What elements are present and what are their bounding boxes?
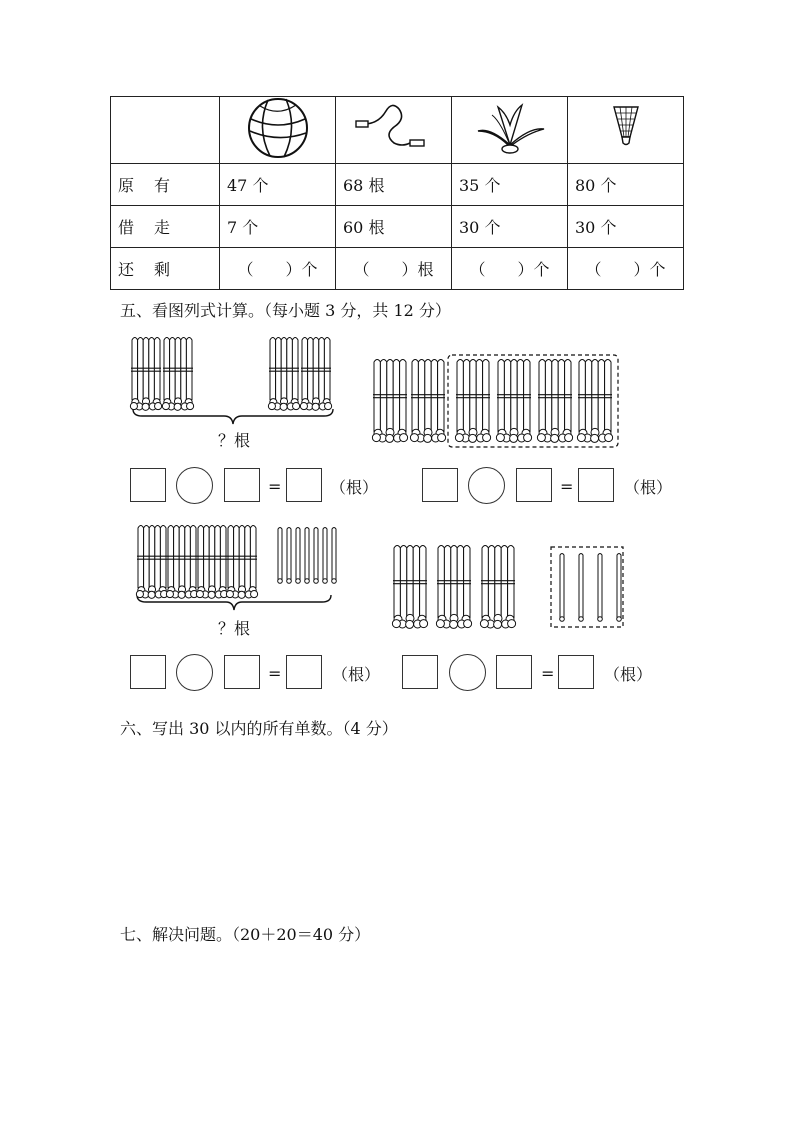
operator-circle[interactable] bbox=[468, 467, 505, 504]
single-stick-icon bbox=[294, 526, 302, 584]
single-stick-icon bbox=[596, 552, 604, 622]
table-icon-cell bbox=[220, 97, 336, 164]
stick-bundle-icon bbox=[455, 356, 491, 442]
answer-box[interactable] bbox=[516, 468, 552, 502]
answer-box[interactable] bbox=[286, 468, 322, 502]
table-cell: 30 个 bbox=[452, 206, 568, 248]
jump-rope-icon bbox=[354, 97, 434, 159]
table-icon-cell bbox=[452, 97, 568, 164]
answer-cell[interactable]: （ ）个 bbox=[452, 248, 568, 290]
table-icon-cell bbox=[568, 97, 684, 164]
answer-box[interactable] bbox=[224, 655, 260, 689]
single-stick-icon bbox=[312, 526, 320, 584]
stick-bundle-icon bbox=[130, 334, 162, 410]
question-label: ？根 bbox=[218, 431, 251, 450]
table-cell: 60 根 bbox=[336, 206, 452, 248]
single-stick-icon bbox=[558, 552, 566, 622]
single-stick-icon bbox=[285, 526, 293, 584]
answer-box[interactable] bbox=[224, 468, 260, 502]
equals-sign: = bbox=[268, 477, 282, 496]
answer-box[interactable] bbox=[496, 655, 532, 689]
answer-box[interactable] bbox=[558, 655, 594, 689]
shuttlecock-feather-icon bbox=[470, 97, 550, 159]
single-stick-icon bbox=[303, 526, 311, 584]
table-cell: 7 个 bbox=[220, 206, 336, 248]
unit-label: （根） bbox=[332, 665, 381, 684]
stick-bundle-icon bbox=[268, 334, 300, 410]
row-label: 还 剩 bbox=[111, 248, 220, 290]
answer-box[interactable] bbox=[578, 468, 614, 502]
answer-cell[interactable]: （ ）个 bbox=[568, 248, 684, 290]
answer-cell[interactable]: （ ）个 bbox=[220, 248, 336, 290]
table-cell: 35 个 bbox=[452, 164, 568, 206]
brace-icon bbox=[132, 408, 334, 426]
stick-bundle-icon bbox=[496, 356, 532, 442]
stick-bundle-icon bbox=[226, 522, 258, 598]
stick-bundle-icon bbox=[372, 356, 408, 442]
single-stick-icon bbox=[615, 552, 623, 622]
single-stick-icon bbox=[577, 552, 585, 622]
stick-bundle-icon bbox=[392, 542, 428, 628]
table-cell: 30 个 bbox=[568, 206, 684, 248]
row-label: 借 走 bbox=[111, 206, 220, 248]
equals-sign: = bbox=[268, 664, 282, 683]
stick-bundle-icon bbox=[577, 356, 613, 442]
stick-bundle-icon bbox=[410, 356, 446, 442]
table-icon-row bbox=[111, 97, 684, 164]
operator-circle[interactable] bbox=[176, 467, 213, 504]
table-row bbox=[111, 164, 684, 206]
table-icon-cell bbox=[336, 97, 452, 164]
table-row bbox=[111, 248, 684, 290]
stick-bundle-icon bbox=[162, 334, 194, 410]
question-label: ？根 bbox=[218, 619, 251, 638]
basketball-icon bbox=[246, 97, 310, 159]
badminton-shuttlecock-icon bbox=[606, 97, 646, 159]
stick-bundle-icon bbox=[136, 522, 168, 598]
stick-bundle-icon bbox=[300, 334, 332, 410]
table-cell: 68 根 bbox=[336, 164, 452, 206]
single-stick-icon bbox=[330, 526, 338, 584]
operator-circle[interactable] bbox=[176, 654, 213, 691]
answer-box[interactable] bbox=[422, 468, 458, 502]
answer-box[interactable] bbox=[130, 655, 166, 689]
row-label: 原 有 bbox=[111, 164, 220, 206]
table-cell: 47 个 bbox=[220, 164, 336, 206]
stick-bundle-icon bbox=[480, 542, 516, 628]
answer-box[interactable] bbox=[286, 655, 322, 689]
table-cell: 80 个 bbox=[568, 164, 684, 206]
answer-box[interactable] bbox=[130, 468, 166, 502]
stick-bundle-icon bbox=[196, 522, 228, 598]
section-6-title: 六、写出 30 以内的所有单数。（4 分） bbox=[120, 719, 398, 738]
stick-bundle-icon bbox=[537, 356, 573, 442]
single-stick-icon bbox=[276, 526, 284, 584]
operator-circle[interactable] bbox=[449, 654, 486, 691]
inventory-table bbox=[110, 96, 684, 290]
section-5-title: 五、看图列式计算。（每小题 3 分，共 12 分） bbox=[120, 301, 451, 320]
answer-cell[interactable]: （ ）根 bbox=[336, 248, 452, 290]
section-7-title: 七、解决问题。（20＋20＝40 分） bbox=[120, 925, 371, 944]
unit-label: （根） bbox=[624, 478, 673, 497]
stick-bundle-icon bbox=[166, 522, 198, 598]
equals-sign: = bbox=[541, 664, 555, 683]
answer-box[interactable] bbox=[402, 655, 438, 689]
stick-bundle-icon bbox=[436, 542, 472, 628]
single-stick-icon bbox=[321, 526, 329, 584]
equals-sign: = bbox=[560, 477, 574, 496]
table-corner-cell bbox=[111, 97, 220, 164]
unit-label: （根） bbox=[604, 665, 653, 684]
table-row bbox=[111, 206, 684, 248]
unit-label: （根） bbox=[330, 478, 379, 497]
